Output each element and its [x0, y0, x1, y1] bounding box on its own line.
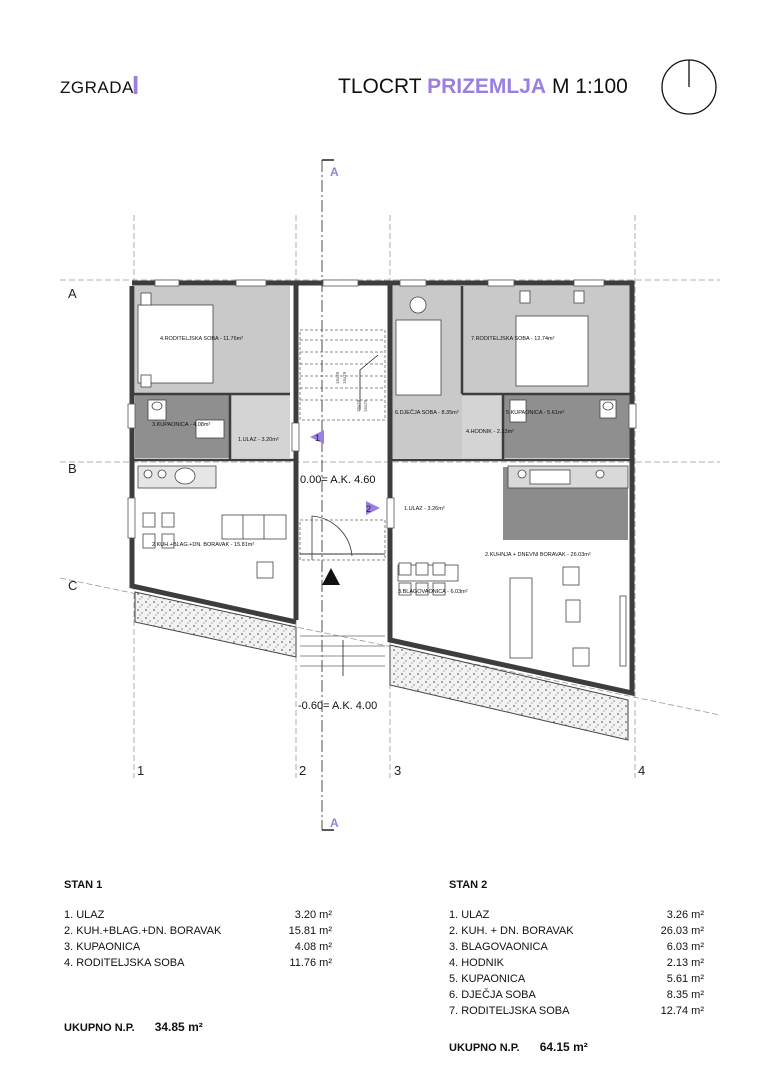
stair-tread-0: 16x29 — [335, 371, 340, 384]
grid-col-4: 4 — [638, 763, 646, 778]
table-row: 3. BLAGOVAONICA 6.03 m² — [449, 941, 704, 953]
stan1-total — [64, 1020, 203, 1034]
title-prefix: TLOCRT — [338, 75, 422, 98]
room-s2-bedroom: 7.RODITELJSKA SOBA - 12.74m² — [471, 336, 555, 342]
room-s2-kids: 6.DJEČJA SOBA - 8.35m² — [395, 410, 459, 416]
section-arrow — [322, 568, 340, 585]
stair-tread-2: 16x29 — [356, 399, 361, 412]
stan1-title: STAN 1 — [64, 879, 103, 891]
grid-row-a: A — [68, 286, 77, 301]
stair-tread-3: 16x29 — [363, 399, 368, 412]
table-row: 1. ULAZ 3.20 m² — [64, 909, 332, 921]
room-s2-entry: 1.ULAZ - 3.26m² — [404, 506, 445, 512]
room-s1-entry: 1.ULAZ - 3.20m² — [238, 437, 279, 443]
table-row: 2. KUH. + DN. BORAVAK 26.03 m² — [449, 925, 704, 937]
north-arrow-icon — [660, 58, 718, 116]
table-row: 2. KUH.+BLAG.+DN. BORAVAK 15.81 m² — [64, 925, 332, 937]
section-marker-bottom: A — [330, 816, 339, 830]
stan1-total-label: UKUPNO N.P. — [64, 1022, 135, 1034]
stan1-total-value: 34.85 m² — [154, 1020, 203, 1034]
table-row: 6. DJEČJA SOBA 8.35 m² — [449, 989, 704, 1001]
building-label: ZGRADA — [60, 78, 134, 97]
grid-col-2: 2 — [299, 763, 307, 778]
door-swing — [312, 516, 352, 560]
room-s1-bedroom: 4.RODITELJSKA SOBA - 11.76m² — [160, 336, 244, 342]
room-s2-bath: 5.KUPAONICA - 5.61m² — [506, 410, 565, 416]
table-row: 3. KUPAONICA 4.08 m² — [64, 941, 332, 953]
title-suffix: M 1:100 — [551, 75, 628, 98]
table-row: 4. RODITELJSKA SOBA 11.76 m² — [64, 957, 332, 969]
stair-tread-1: 16x29 — [342, 371, 347, 384]
level-lower: -0.60= A.K. 4.00 — [298, 700, 378, 712]
table-row: 5. KUPAONICA 5.61 m² — [449, 973, 704, 985]
room-s1-bath: 3.KUPAONICA - 4.08m² — [152, 422, 211, 428]
room-s2-hall: 4.HODNIK - 2.13m² — [466, 429, 514, 435]
table-row: 1. ULAZ 3.26 m² — [449, 909, 704, 921]
grid-col-3: 3 — [394, 763, 402, 778]
page-title — [338, 75, 628, 99]
stan2-total — [449, 1040, 588, 1054]
entry-label-1: 1 — [315, 433, 321, 443]
gravel-left — [135, 592, 296, 657]
stan2-total-value: 64.15 m² — [539, 1040, 588, 1054]
entry-label-2: 2 — [366, 504, 372, 514]
section-line — [322, 160, 334, 830]
building-number: I — [132, 70, 140, 100]
grid-row-c: C — [68, 578, 78, 593]
room-s2-dining: 3.BLAGOVAONICA - 6.03m² — [398, 589, 468, 595]
table-row: 4. HODNIK 2.13 m² — [449, 957, 704, 969]
room-s2-living: 2.KUHNJA + DNEVNI BORAVAK - 26.03m² — [485, 552, 591, 558]
title-accent: PRIZEMLJA — [427, 75, 547, 98]
table-row: 7. RODITELJSKA SOBA 12.74 m² — [449, 1005, 704, 1017]
section-marker-top: A — [330, 165, 339, 179]
stan2-table — [449, 879, 704, 1021]
level-upper: 0.00= A.K. 4.60 — [300, 474, 376, 486]
room-s1-living: 2.KUH.+BLAG.+DN. BORAVAK - 15.81m² — [152, 542, 255, 548]
gravel-right — [390, 645, 628, 740]
floor-plan — [0, 140, 768, 840]
stan1-table — [64, 879, 332, 973]
grid-row-b: B — [68, 461, 77, 476]
stan2-total-label: UKUPNO N.P. — [449, 1042, 520, 1054]
stan2-title: STAN 2 — [449, 879, 488, 891]
grid-col-1: 1 — [137, 763, 145, 778]
